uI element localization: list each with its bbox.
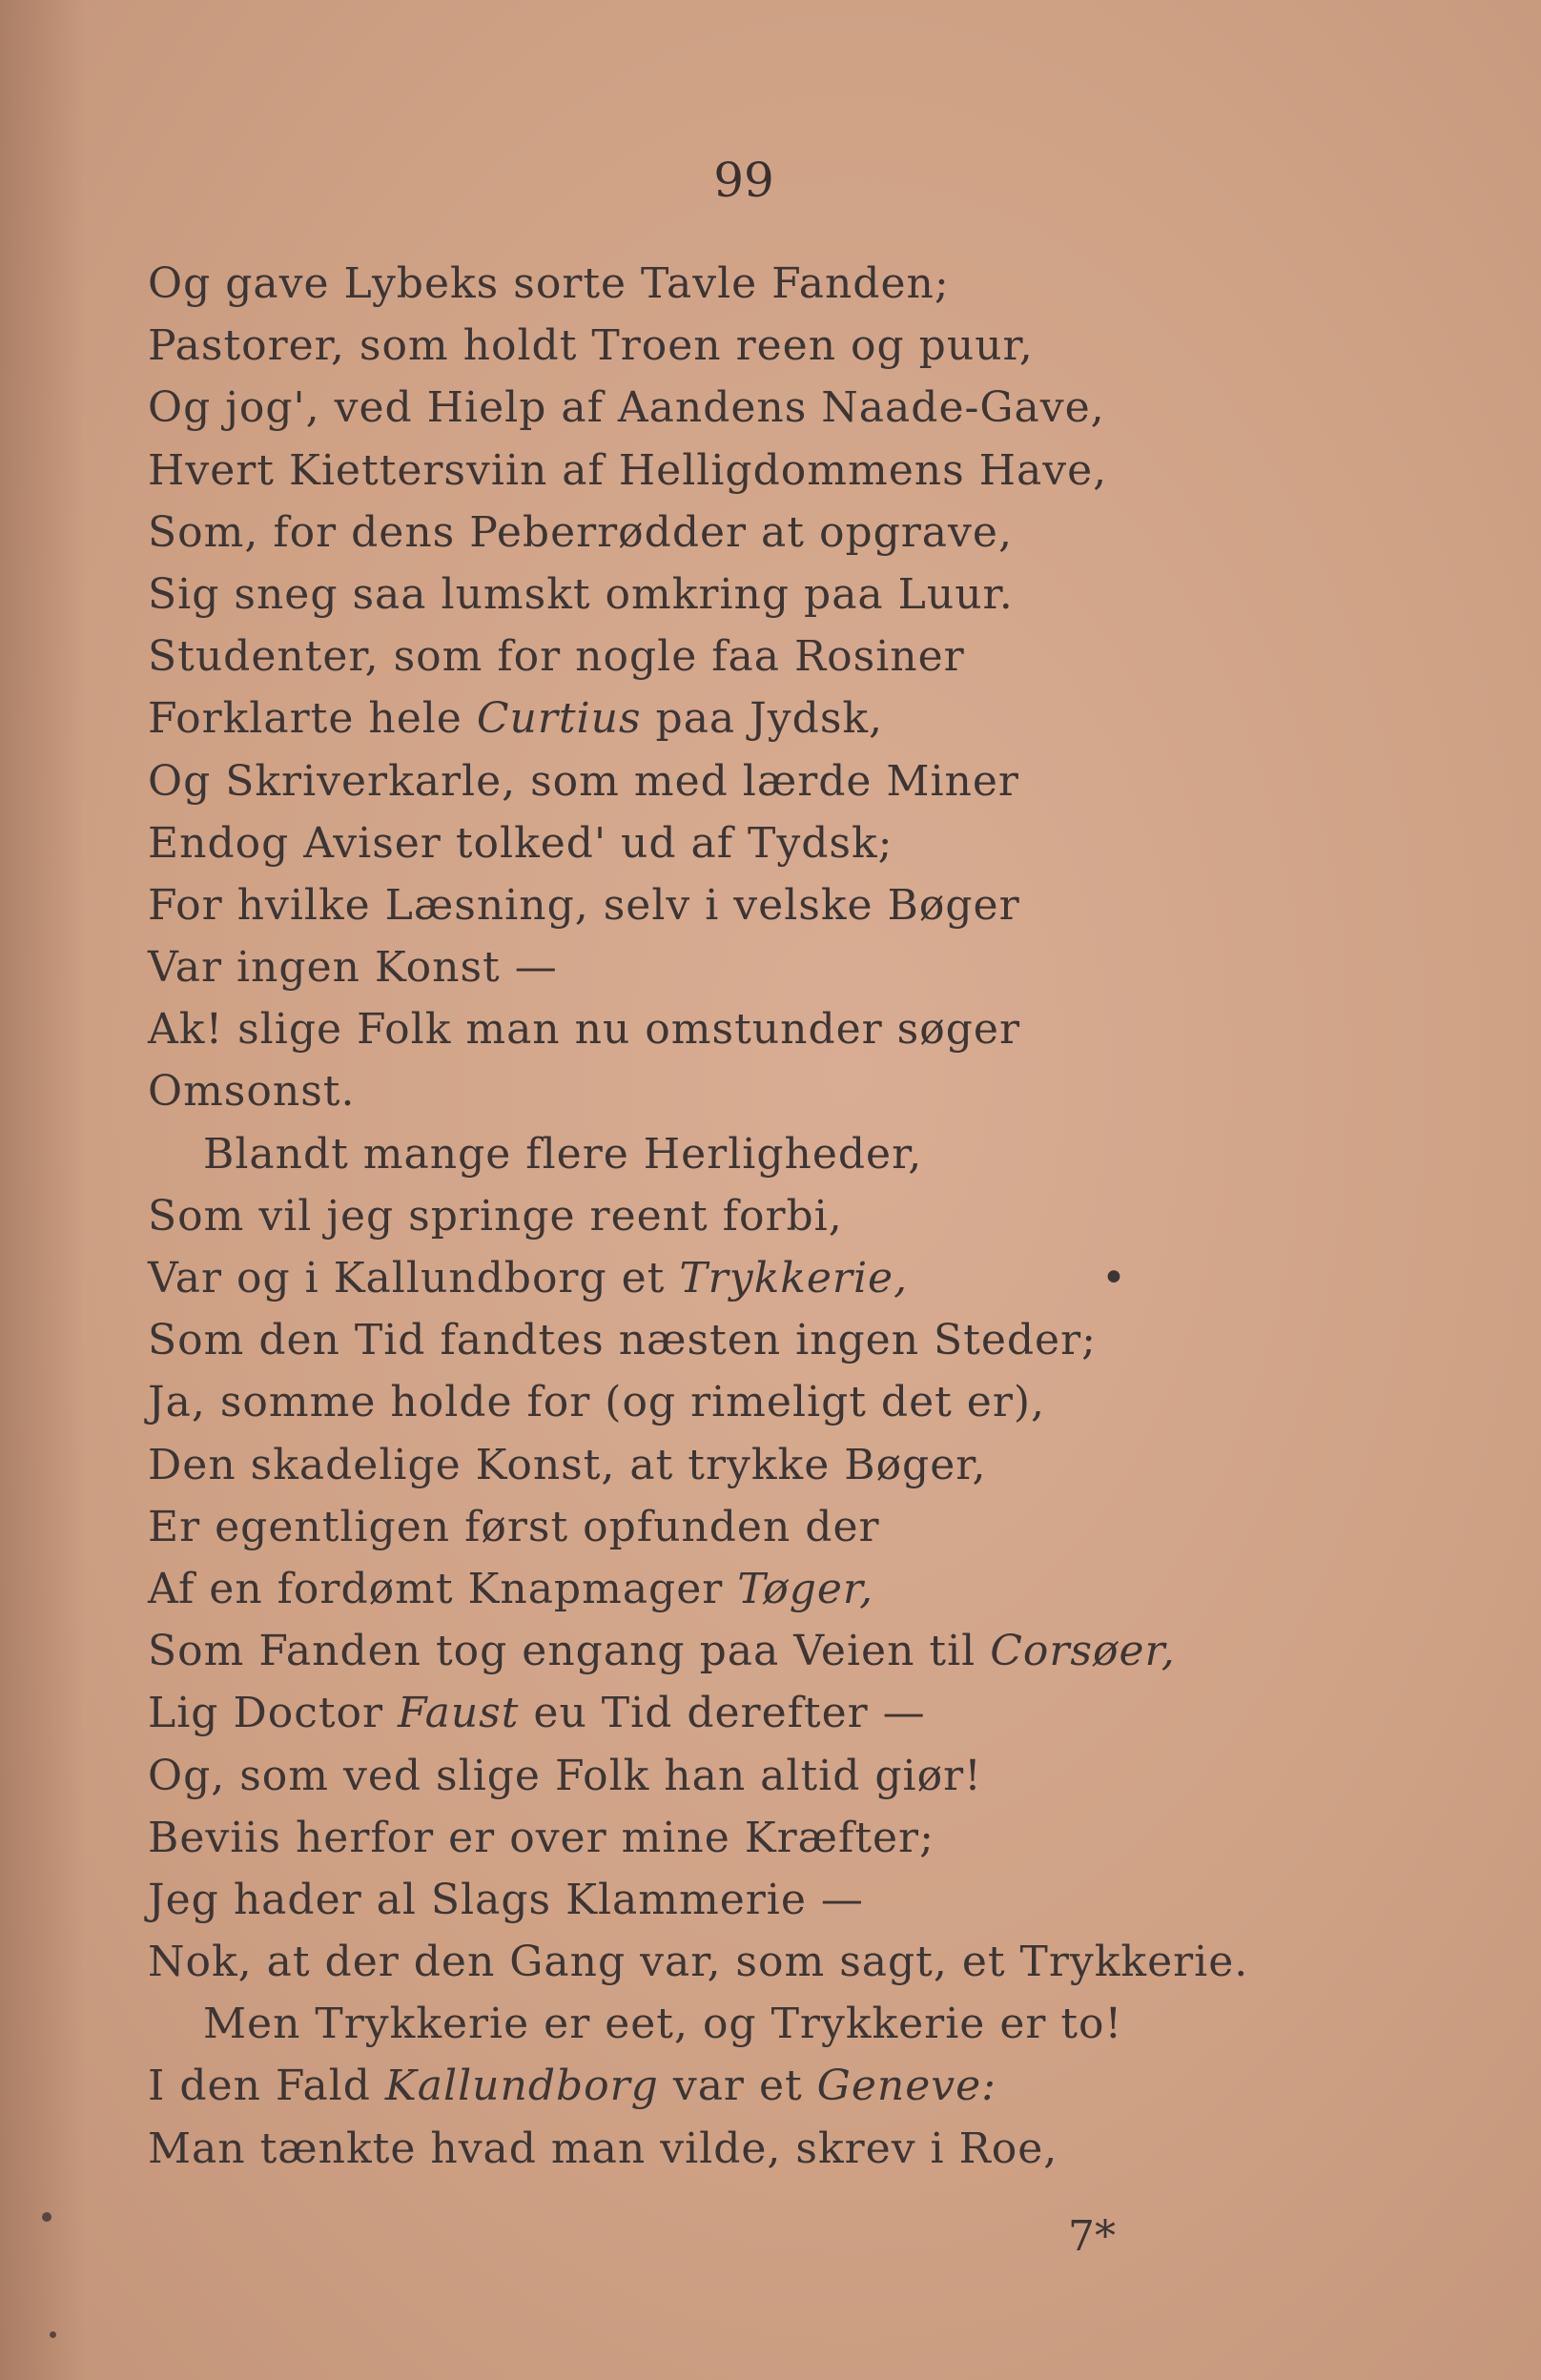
text-line: Som vil jeg springe reent forbi, [148,1191,843,1241]
text-line: Er egentligen først opfunden der [148,1502,880,1551]
ink-spot [50,2331,56,2338]
text-line: Omsonst. [148,1067,356,1117]
text-line: I den Fald Kallundborg var et Geneve: [148,2062,997,2111]
text-line: Den skadelige Konst, at trykke Bøger, [148,1440,987,1489]
text-line: Hvert Kiettersviin af Helligdommens Have, [148,445,1108,495]
italic-word: Kallundborg [384,2062,659,2111]
poem-text [148,253,1502,2180]
text-line: Som, for dens Peberrødder at opgrave, [148,507,1013,557]
text-line: Og gave Lybeks sorte Tavle Fanden; [148,259,950,308]
text-line: Og jog', ved Hielp af Aandens Naade-Gave, [148,383,1105,433]
text-line: Og, som ved slige Folk han altid giør! [148,1751,982,1800]
page-number: 99 [713,153,774,208]
text-line: Lig Doctor Faust eu Tid derefter — [148,1689,926,1738]
text-line: Som den Tid fandtes næsten ingen Steder; [148,1316,1097,1365]
text-line: Studenter, som for nogle faa Rosiner [148,632,965,682]
italic-word: Tøger, [737,1564,874,1613]
text-line: Men Trykkerie er eet, og Trykkerie er to! [203,2000,1123,2049]
text-line: Var og i Kallundborg et Trykkerie, • [148,1247,1502,1309]
text-line: Som Fanden tog engang paa Veien til Corsøer, [148,1627,1176,1676]
italic-word: Corsøer, [990,1627,1176,1676]
text-line: For hvilke Læsning, selv i velske Bøger [148,880,1020,930]
text-line: Endog Aviser tolked' ud af Tydsk; [148,818,894,868]
text-line: Sig sneg saa lumskt omkring paa Luur. [148,569,1014,619]
text-line: Af en fordømt Knapmager Tøger, [148,1564,874,1613]
text-line: Ja, somme holde for (og rimeligt det er), [148,1378,1046,1427]
text-line: Man tænkte hvad man vilde, skrev i Roe, [148,2124,1058,2173]
text-line: Pastorer, som holdt Troen reen og puur, [148,321,1034,371]
text-line: Beviis herfor er over mine Kræfter; [148,1813,935,1862]
italic-word: Faust [398,1689,520,1738]
ink-spot [42,2212,51,2222]
text-line: Var ingen Konst — [148,943,558,993]
italic-word: Trykkerie, [679,1254,909,1303]
italic-word: Curtius [476,694,642,744]
text-line: Blandt mange flere Herligheder, [203,1129,923,1179]
margin-marker: • [1101,1254,1127,1303]
text-line: Jeg hader al Slags Klammerie — [148,1875,864,1924]
text-line: Ak! slige Folk man nu omstunder søger [148,1005,1020,1055]
signature-mark: 7* [1068,2212,1116,2261]
text-line: Og Skriverkarle, som med lærde Miner [148,756,1019,806]
text-line: Forklarte hele Curtius paa Jydsk, [148,694,884,744]
italic-word: Geneve: [816,2062,997,2111]
text-line: Nok, at der den Gang var, som sagt, et Trykkerie. [148,1938,1249,1987]
